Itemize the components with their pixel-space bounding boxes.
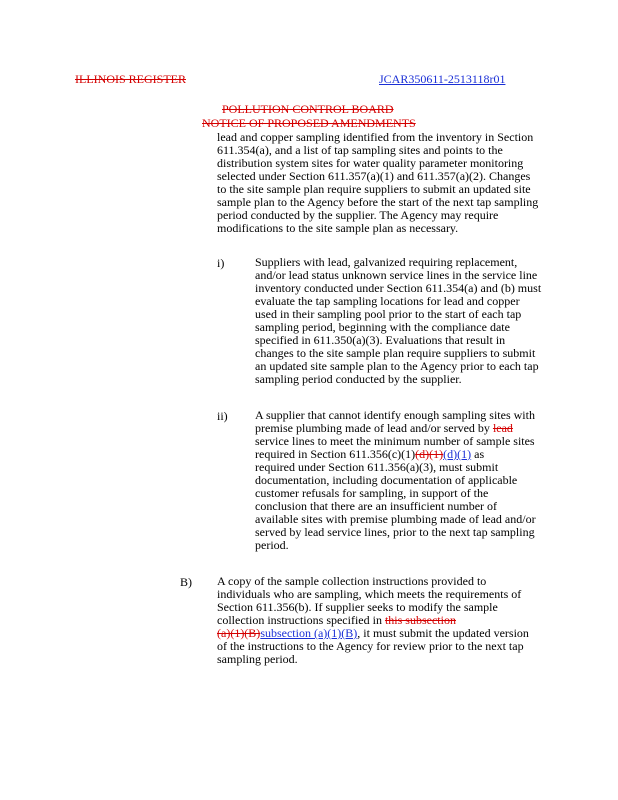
text-line: sample plan to the Agency before the start of the next tap sampling <box>217 195 539 209</box>
text-line: period. <box>255 538 289 552</box>
text-line: used in their sampling pool prior to the start of each tap <box>255 307 522 321</box>
text-line: sampling period. <box>217 652 298 666</box>
text-line: 611.354(a), and a list of tap sampling sites and points to the <box>217 143 503 157</box>
deleted-text: (a)(1)(B) <box>217 626 261 640</box>
inserted-text: (d)(1) <box>443 447 472 461</box>
register-header: ILLINOIS REGISTER <box>75 72 186 86</box>
item-marker-B: B) <box>180 575 192 589</box>
text-segment: as <box>471 447 485 461</box>
text-line: period conducted by the supplier. The Agency may require <box>217 208 499 222</box>
text-line: modifications to the site sample plan as necessary. <box>217 221 459 235</box>
text-line: service lines to meet the minimum number of sample sites <box>255 434 535 448</box>
text-segment: collection instructions specified in <box>217 613 385 627</box>
text-segment: premise plumbing made of lead and/or served by <box>255 421 493 435</box>
deleted-text: this subsection <box>384 613 456 627</box>
board-title: POLLUTION CONTROL BOARD <box>222 102 394 116</box>
intro-paragraph <box>217 131 538 235</box>
jcar-number: JCAR350611-2513118r01 <box>379 72 506 86</box>
text-line: of the instructions to the Agency for review prior to the next tap <box>217 639 524 653</box>
text-line: A copy of the sample collection instructions provided to <box>217 574 487 588</box>
text-line: inventory conducted under Section 611.354(a) and (b) must <box>255 281 542 295</box>
item-B-paragraph <box>217 575 529 666</box>
item-marker-ii: ii) <box>217 409 228 423</box>
text-line: lead and copper sampling identified from the inventory in Section <box>217 130 534 144</box>
text-line: evaluate the tap sampling locations for lead and copper <box>255 294 520 308</box>
text-line: served by lead service lines, prior to the next tap sampling <box>255 525 535 539</box>
text-line: to the site sample plan require suppliers to submit an updated site <box>217 182 531 196</box>
deleted-text: (d)(1) <box>415 447 444 461</box>
text-line: selected under Section 611.357(a)(1) and 611.357(a)(2). Changes <box>217 169 531 183</box>
text-line: and/or lead status unknown service lines in the service line <box>255 268 538 282</box>
text-line: available sites with premise plumbing made of lead and/or <box>255 512 536 526</box>
text-segment: required in Section 611.356(c)(1) <box>255 447 416 461</box>
text-line: sampling period, beginning with the compliance date <box>255 320 510 334</box>
text-line: Section 611.356(b). If supplier seeks to modify the sample <box>217 600 498 614</box>
text-line: an updated site sample plan to the Agency prior to each tap <box>255 359 539 373</box>
text-line: customer refusals for sampling, in support of the <box>255 486 489 500</box>
inserted-text: subsection (a)(1)(B) <box>260 626 358 640</box>
text-line: individuals who are sampling, which meets the requirements of <box>217 587 522 601</box>
text-line: required under Section 611.356(a)(3), must submit <box>255 460 499 474</box>
text-line: changes to the site sample plan require suppliers to submit <box>255 346 536 360</box>
text-line: distribution system sites for water quality parameter monitoring <box>217 156 524 170</box>
text-line: A supplier that cannot identify enough sampling sites with <box>255 408 535 422</box>
text-line: sampling period conducted by the supplier. <box>255 372 462 386</box>
text-line: conclusion that there are an insufficient number of <box>255 499 498 513</box>
text-line: documentation, including documentation of applicable <box>255 473 518 487</box>
text-line: Suppliers with lead, galvanized requiring replacement, <box>255 255 518 269</box>
item-ii-paragraph <box>255 409 536 552</box>
item-i-paragraph <box>255 256 541 386</box>
text-line: specified in 611.350(a)(3). Evaluations that result in <box>255 333 506 347</box>
deleted-text: lead <box>492 421 513 435</box>
text-segment: , it must submit the updated version <box>357 626 529 640</box>
notice-title: NOTICE OF PROPOSED AMENDMENTS <box>202 116 416 130</box>
item-marker-i: i) <box>217 256 225 270</box>
